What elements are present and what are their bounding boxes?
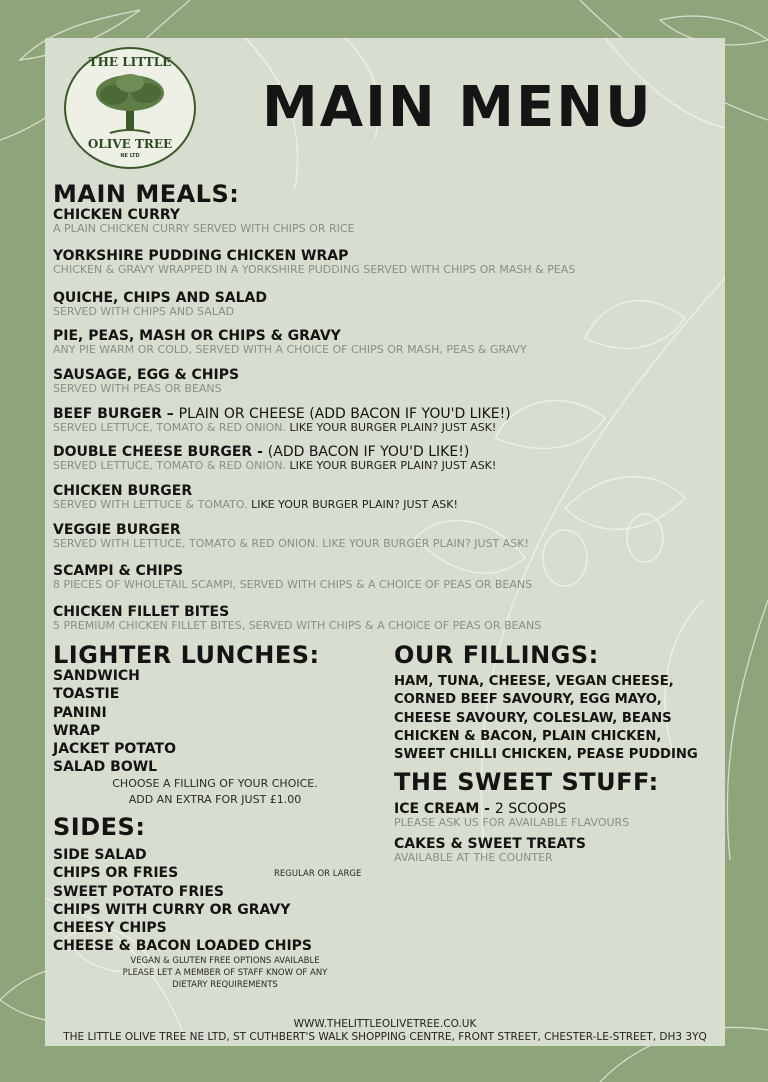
list-item: CHIPS WITH CURRY OR GRAVY	[53, 901, 291, 918]
fillings-list	[394, 673, 698, 764]
main-meals-heading: MAIN MEALS:	[53, 180, 240, 208]
item-name-extra: PLAIN OR CHEESE (ADD BACON IF YOU'D LIKE!)	[178, 406, 511, 422]
item-description-extra: LIKE YOUR BURGER PLAIN? JUST ASK!	[251, 498, 458, 511]
menu-item	[53, 328, 527, 356]
olive-tree-icon	[88, 71, 172, 137]
list-item: SALAD BOWL	[53, 759, 158, 776]
item-description: PLEASE ASK US FOR AVAILABLE FLAVOURS	[394, 816, 630, 829]
menu-item	[53, 444, 496, 472]
fillings-line: HAM, TUNA, CHEESE, VEGAN CHEESE,	[394, 674, 674, 689]
menu-item	[53, 207, 354, 235]
item-description: SERVED WITH PEAS OR BEANS	[53, 382, 222, 395]
menu-item	[394, 801, 629, 829]
item-description	[53, 460, 496, 472]
menu-item	[53, 367, 239, 395]
list-item: WRAP	[53, 722, 101, 739]
item-description-extra: LIKE YOUR BURGER PLAIN? JUST ASK!	[289, 459, 497, 472]
list-item: TOASTIE	[53, 686, 120, 703]
menu-item	[53, 604, 541, 632]
item-description-main: SERVED LETTUCE, TOMATO & RED ONION.	[53, 421, 290, 434]
item-description: 8 PIECES OF WHOLETAIL SCAMPI, SERVED WITH CHIPS & A CHOICE OF PEAS OR BEANS	[53, 578, 533, 591]
menu-item	[53, 522, 529, 550]
logo-bottom-text: OLIVE TREE	[87, 137, 173, 151]
fillings-line: CORNED BEEF SAVOURY, EGG MAYO,	[394, 692, 662, 708]
list-item: SIDE SALAD	[53, 847, 147, 863]
lighter-lunches-note	[90, 776, 340, 808]
item-description: SERVED WITH CHIPS AND SALAD	[53, 305, 235, 318]
logo-sub-text: NE LTD	[120, 153, 140, 159]
sides-heading: SIDES:	[53, 813, 146, 841]
list-item: JACKET POTATO	[53, 741, 176, 758]
note-line: DIETARY REQUIREMENTS	[172, 980, 278, 990]
list-item: SANDWICH	[53, 668, 140, 684]
menu-item	[53, 290, 267, 318]
list-item: CHEESE & BACON LOADED CHIPS	[53, 938, 312, 955]
item-description-main: SERVED WITH LETTUCE & TOMATO.	[53, 498, 252, 511]
note-line: CHOOSE A FILLING OF YOUR CHOICE.	[112, 777, 318, 790]
item-name: CAKES & SWEET TREATS	[394, 836, 586, 852]
item-name	[394, 801, 629, 817]
item-name: CHICKEN CURRY	[53, 207, 181, 223]
fillings-line: CHICKEN & BACON, PLAIN CHICKEN,	[394, 728, 662, 744]
item-name-extra: (ADD BACON IF YOU'D LIKE!)	[267, 444, 470, 460]
item-description: CHICKEN & GRAVY WRAPPED IN A YORKSHIRE PUDDING SERVED WITH CHIPS OR MASH & PEAS	[53, 263, 576, 276]
item-name: SCAMPI & CHIPS	[53, 563, 184, 579]
item-name	[53, 406, 511, 422]
lighter-lunches-list	[53, 667, 176, 777]
item-description: ANY PIE WARM OR COLD, SERVED WITH A CHOICE OF CHIPS OR MASH, PEAS & GRAVY	[53, 343, 527, 356]
menu-item	[53, 406, 511, 434]
footer-address: THE LITTLE OLIVE TREE NE LTD, ST CUTHBERT'S WALK SHOPPING CENTRE, FRONT STREET, CHESTER-LE-STREET, DH3 3YQ	[63, 1031, 707, 1043]
menu-item	[53, 483, 458, 511]
item-name: QUICHE, CHIPS AND SALAD	[53, 290, 267, 306]
item-name	[53, 444, 496, 460]
item-name: CHICKEN BURGER	[53, 483, 193, 499]
fillings-heading: OUR FILLINGS:	[394, 641, 599, 669]
dietary-note	[90, 955, 360, 991]
item-name-main: DOUBLE CHEESE BURGER -	[53, 444, 268, 460]
item-description: SERVED WITH LETTUCE, TOMATO & RED ONION. LIKE YOUR BURGER PLAIN? JUST ASK!	[53, 537, 529, 550]
menu-item	[53, 563, 532, 591]
note-line: ADD AN EXTRA FOR JUST £1.00	[128, 793, 302, 806]
item-description-extra: LIKE YOUR BURGER PLAIN? JUST ASK!	[289, 421, 497, 434]
item-name-extra: 2 SCOOPS	[494, 801, 567, 817]
lighter-lunches-heading: LIGHTER LUNCHES:	[53, 641, 320, 669]
item-name-main: ICE CREAM -	[394, 801, 495, 817]
menu-item	[53, 248, 575, 276]
size-note: REGULAR OR LARGE	[274, 869, 362, 879]
item-name: PIE, PEAS, MASH OR CHIPS & GRAVY	[53, 328, 341, 344]
item-description	[53, 422, 511, 434]
item-description: A PLAIN CHICKEN CURRY SERVED WITH CHIPS OR RICE	[53, 222, 355, 235]
list-item: PANINI	[53, 704, 107, 721]
item-name: VEGGIE BURGER	[53, 522, 181, 538]
list-item: CHEESY CHIPS	[53, 920, 167, 937]
note-line: VEGAN & GLUTEN FREE OPTIONS AVAILABLE	[130, 956, 320, 966]
item-description-main: SERVED LETTUCE, TOMATO & RED ONION.	[53, 459, 290, 472]
fillings-line: SWEET CHILLI CHICKEN, PEASE PUDDING	[394, 747, 698, 763]
item-description: AVAILABLE AT THE COUNTER	[394, 851, 553, 864]
page-title: MAIN MENU	[262, 75, 653, 140]
sides-list	[53, 846, 312, 956]
logo-top-text: THE LITTLE	[88, 55, 172, 69]
item-name: YORKSHIRE PUDDING CHICKEN WRAP	[53, 248, 349, 264]
menu-item	[394, 836, 586, 864]
item-description: 5 PREMIUM CHICKEN FILLET BITES, SERVED WITH CHIPS & A CHOICE OF PEAS OR BEANS	[53, 619, 542, 632]
list-item: CHIPS OR FRIES	[53, 865, 179, 882]
item-name: CHICKEN FILLET BITES	[53, 604, 230, 620]
item-name: SAUSAGE, EGG & CHIPS	[53, 367, 240, 383]
list-item: SWEET POTATO FRIES	[53, 883, 224, 900]
item-name-main: BEEF BURGER –	[53, 406, 179, 422]
sweet-stuff-heading: THE SWEET STUFF:	[394, 768, 659, 796]
item-description	[53, 499, 458, 511]
fillings-line: CHEESE SAVOURY, COLESLAW, BEANS	[394, 710, 672, 726]
logo	[64, 47, 196, 169]
note-line: PLEASE LET A MEMBER OF STAFF KNOW OF ANY	[122, 968, 328, 978]
footer-website: WWW.THELITTLEOLIVETREE.CO.UK	[293, 1018, 477, 1030]
